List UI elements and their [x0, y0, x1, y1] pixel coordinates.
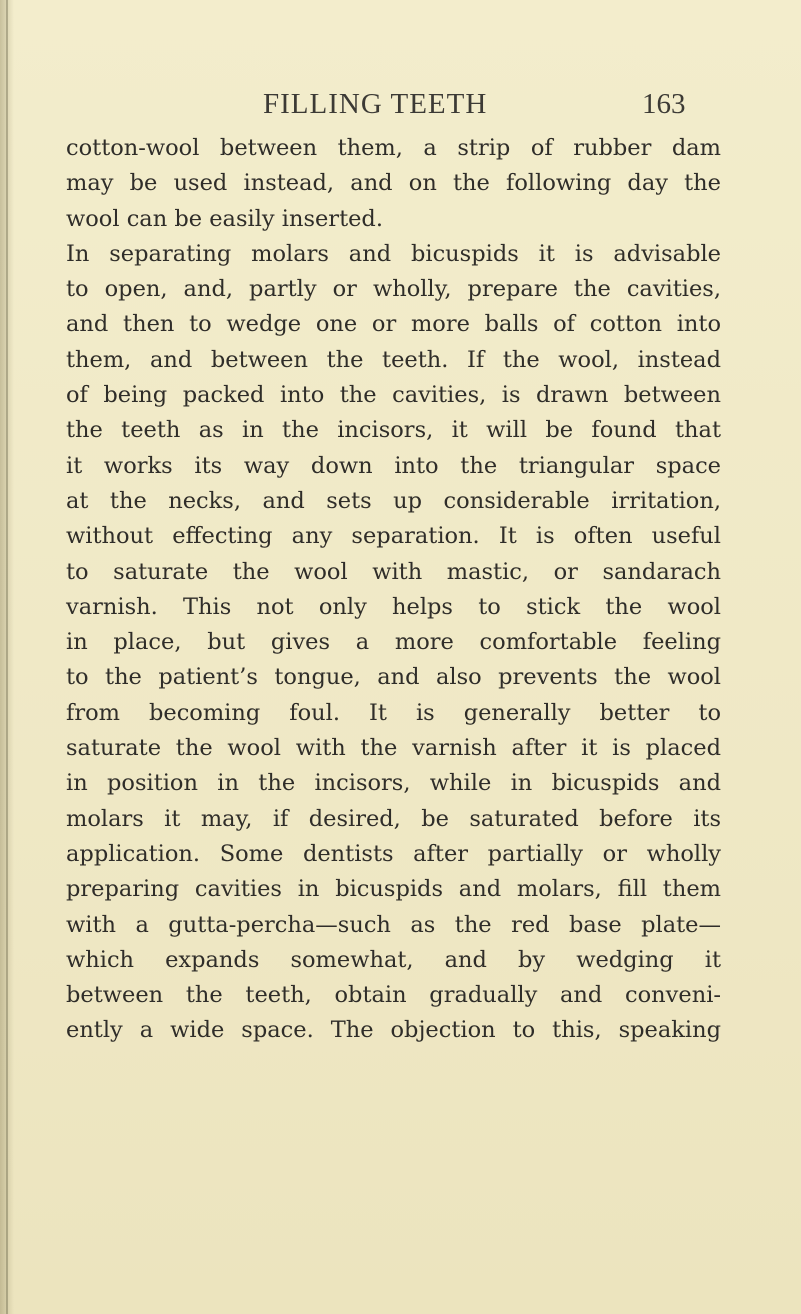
text-line: the teeth as in the incisors, it will be found that — [66, 417, 721, 444]
text-line: which expands somewhat, and by wedging it — [66, 946, 721, 973]
body-text — [66, 131, 721, 1049]
text-line: in position in the incisors, while in bicuspids and — [66, 770, 721, 797]
text-line: preparing cavities in bicuspids and molars, fill them — [66, 876, 721, 903]
text-line: In separating molars and bicuspids it is advisable — [66, 240, 721, 267]
text-line: it works its way down into the triangular space — [66, 452, 721, 479]
text-line: to the patient’s tongue, and also prevents the wool — [66, 664, 721, 691]
text-line: wool can be easily inserted. — [66, 205, 383, 232]
text-line: ently a wide space. The objection to this, speaking — [66, 1017, 721, 1044]
text-line: varnish. This not only helps to stick the wool — [66, 593, 721, 620]
text-line: from becoming foul. It is generally better to — [66, 699, 721, 726]
text-line: saturate the wool with the varnish after it is placed — [66, 735, 721, 762]
running-head — [0, 84, 801, 124]
text-line: to saturate the wool with mastic, or sandarach — [66, 558, 721, 585]
text-line: to open, and, partly or wholly, prepare the cavities, — [66, 276, 721, 303]
text-line: them, and between the teeth. If the wool, instead — [66, 346, 721, 373]
running-title: FILLING TEETH — [263, 88, 488, 120]
text-line: at the necks, and sets up considerable irritation, — [66, 487, 721, 514]
text-line: cotton-wool between them, a strip of rubber dam — [66, 135, 721, 161]
text-line: may be used instead, and on the following day the — [66, 170, 721, 197]
text-line: of being packed into the cavities, is drawn between — [66, 382, 721, 409]
text-line: application. Some dentists after partially or wholly — [66, 840, 721, 867]
text-line: with a gutta-percha—such as the red base plate— — [66, 911, 721, 938]
text-line: between the teeth, obtain gradually and conveni- — [66, 982, 721, 1009]
text-line: without effecting any separation. It is often useful — [66, 523, 721, 550]
text-line: and then to wedge one or more balls of cotton into — [66, 311, 721, 338]
page-number: 163 — [642, 88, 686, 120]
text-line: in place, but gives a more comfortable feeling — [66, 629, 721, 656]
text-line: molars it may, if desired, be saturated before its — [66, 805, 721, 832]
